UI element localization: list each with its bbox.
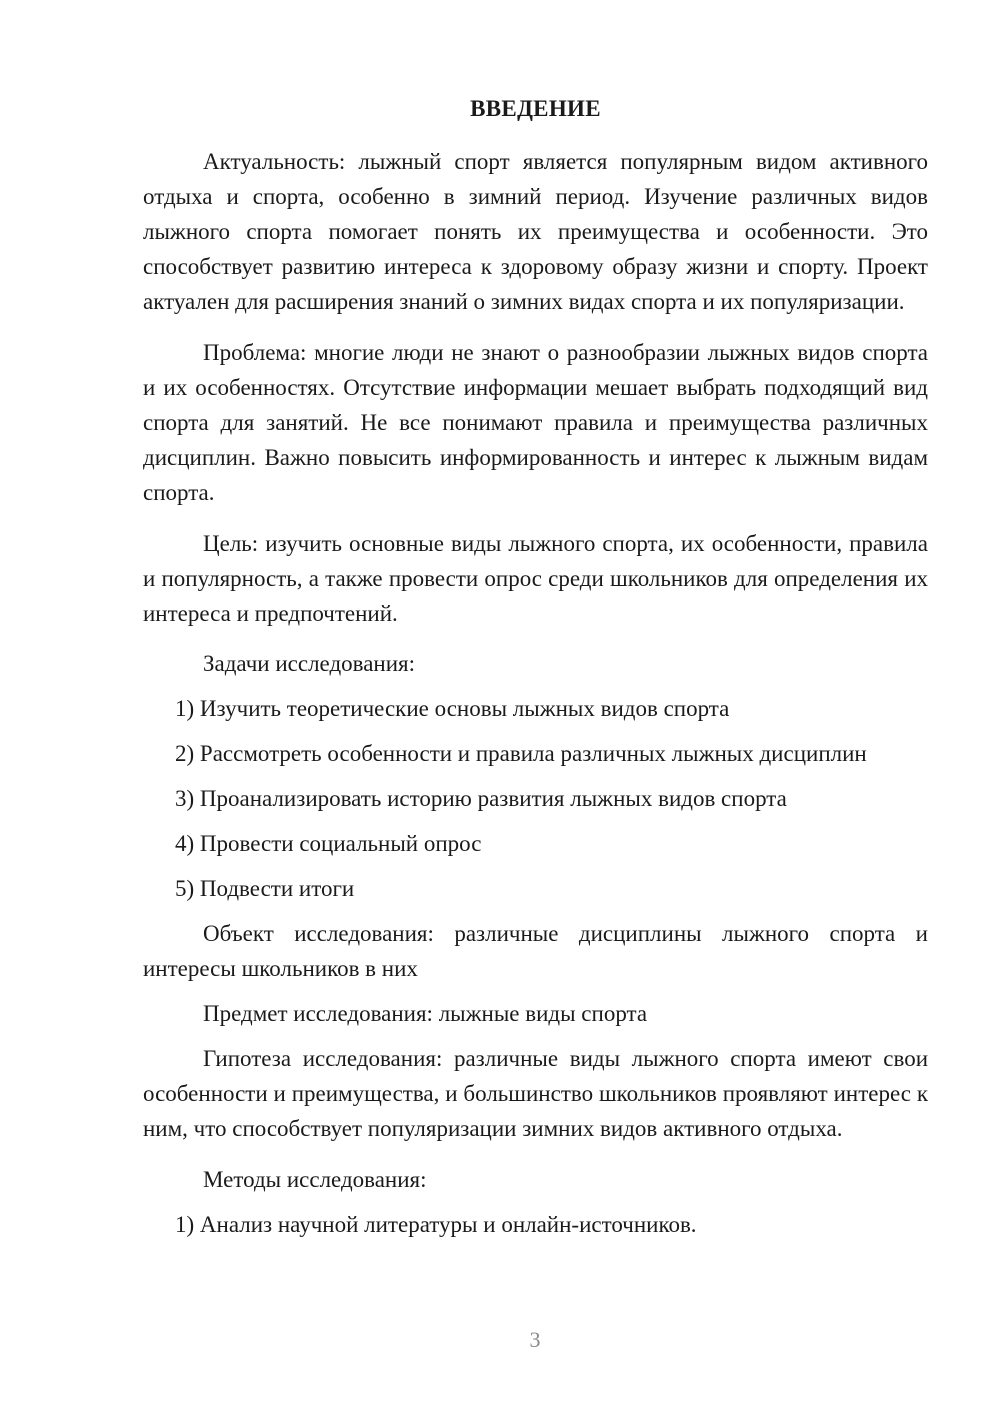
methods-heading: Методы исследования:: [203, 1167, 427, 1192]
task-item-3: 3) Проанализировать историю развития лыжных видов спорта: [175, 786, 787, 811]
page-title: ВВЕДЕНИЕ: [470, 96, 601, 121]
page-number: 3: [529, 1327, 541, 1352]
object-paragraph: Объект исследования: различные дисциплины лыжного спорта и интересы школьников в них: [143, 921, 928, 981]
method-item-1: 1) Анализ научной литературы и онлайн-источников.: [175, 1212, 697, 1237]
tasks-heading: Задачи исследования:: [203, 651, 416, 676]
task-item-1: 1) Изучить теоретические основы лыжных видов спорта: [175, 696, 730, 721]
relevance-paragraph: Актуальность: лыжный спорт является популярным видом активного отдыха и спорта, особенно в зимний период. Изучение различных видов лыжного спорта помогает понять их преимущества и особенности. Это способствует развитию интереса к здоровому образу жизни и спорту. Проект актуален для расширения знаний о зимних видах спорта и их популяризации.: [143, 149, 928, 314]
subject-paragraph: Предмет исследования: лыжные виды спорта: [203, 1001, 648, 1026]
task-item-5: 5) Подвести итоги: [175, 876, 355, 901]
document-page: [143, 92, 928, 1242]
hypothesis-paragraph: Гипотеза исследования: различные виды лыжного спорта имеют свои особенности и преимущества, и большинство школьников проявляют интерес к ним, что способствует популяризации зимних видов активного отдыха.: [143, 1046, 928, 1141]
task-item-4: 4) Провести социальный опрос: [175, 831, 482, 856]
problem-paragraph: Проблема: многие люди не знают о разнообразии лыжных видов спорта и их особенностях. Отсутствие информации мешает выбрать подходящий вид спорта для занятий. Не все понимают правила и преимущества различных дисциплин. Важно повысить информированность и интерес к лыжным видам спорта.: [143, 340, 928, 505]
task-item-2: 2) Рассмотреть особенности и правила различных лыжных дисциплин: [175, 741, 867, 766]
goal-paragraph: Цель: изучить основные виды лыжного спорта, их особенности, правила и популярность, а также провести опрос среди школьников для определения их интереса и предпочтений.: [143, 531, 928, 626]
